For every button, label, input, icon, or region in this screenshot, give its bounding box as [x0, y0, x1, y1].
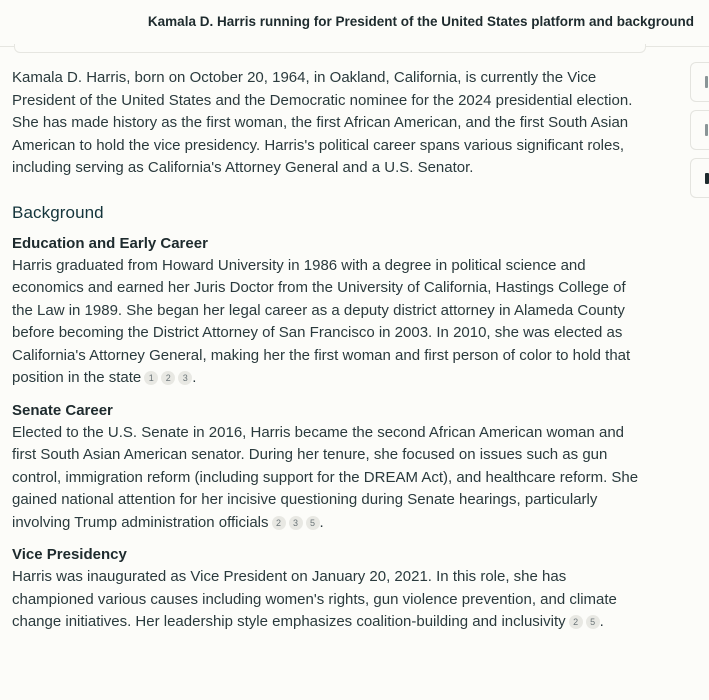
period: .	[319, 513, 324, 531]
citation-badge[interactable]: 3	[289, 516, 303, 530]
source-tab[interactable]	[690, 62, 709, 102]
answer-content	[12, 67, 648, 634]
section-title: Vice Presidency	[12, 546, 127, 563]
background-heading: Background	[12, 202, 104, 222]
citation-badge[interactable]: 2	[272, 516, 286, 530]
top-bar	[0, 0, 709, 47]
section-text: Harris graduated from Howard University in 1986 with a degree in political science and economics and earned her Juris Doctor from the University of California, Hastings College of the Law in 1989. She began her legal career as a deputy district attorney in Alameda County before becoming the District Attorney of San Francisco in 2003. In 2010, she was elected as California's Attorney General, making her the first woman and first person of color to hold that position in the state	[12, 256, 631, 386]
period: .	[192, 369, 197, 386]
citation-badge[interactable]: 5	[586, 615, 600, 629]
citation-badge[interactable]: 3	[178, 371, 192, 385]
section-text: Elected to the U.S. Senate in 2016, Harris became the second African American woman and first South Asian American senator. During her tenure, she focused on issues such as gun control, immigration reform (including support for the DREAM Act), and healthcare reform. She gained national attention for her incisive questioning during Senate hearings, particularly involving Trump administration officials	[12, 423, 639, 531]
section-body	[12, 422, 648, 535]
section-vice-presidency	[12, 544, 648, 634]
section-text: Harris was inaugurated as Vice President on January 20, 2021. In this role, she has championed various causes including women's rights, gun violence prevention, and climate change initiatives. Her leadership style emphasizes coalition-building and inclusivity	[12, 568, 617, 630]
citation-badge[interactable]: 5	[306, 516, 320, 530]
citation-badge[interactable]: 2	[161, 371, 175, 385]
section-body	[12, 255, 648, 390]
tab-glyph-icon	[705, 173, 709, 184]
section-title: Education and Early Career	[12, 234, 208, 252]
source-tab[interactable]	[690, 110, 709, 150]
section-senate	[12, 400, 648, 535]
citation-badge[interactable]: 1	[144, 371, 158, 385]
thread-title: Kamala D. Harris running for President of the United States platform and background	[147, 14, 694, 29]
section-body	[12, 566, 648, 634]
section-education	[12, 233, 648, 390]
citation-badge[interactable]: 2	[569, 615, 583, 629]
tab-glyph-icon	[705, 124, 708, 136]
source-tab[interactable]	[690, 158, 709, 198]
period: .	[599, 613, 604, 630]
previous-card-edge	[14, 44, 646, 53]
intro-paragraph: Kamala D. Harris, born on October 20, 1964, in Oakland, California, is currently the Vice President of the United States and the Democratic nominee for the 2024 presidential election. She has made history as the first woman, the first African American, and the first South Asian American to hold the vice presidency. Harris's political career spans various significant roles, including serving as California's Attorney General and a U.S. Senator.	[12, 69, 633, 176]
tab-glyph-icon	[705, 76, 708, 88]
section-title: Senate Career	[12, 401, 113, 419]
